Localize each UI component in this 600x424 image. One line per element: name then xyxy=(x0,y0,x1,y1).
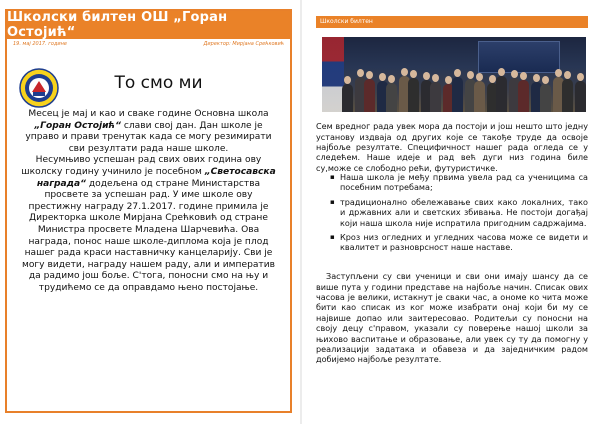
photo-person-head xyxy=(467,71,474,79)
photo-person-head xyxy=(344,76,351,84)
group-photo xyxy=(322,37,586,112)
features-list xyxy=(330,172,588,257)
editor-line: Директор: Мирјана Срећковић xyxy=(203,41,284,47)
photo-person-head xyxy=(388,75,395,83)
photo-person xyxy=(430,82,441,112)
photo-person-head xyxy=(410,70,417,78)
intro-paragraph: Сем вредног рада увек мора да постоји и још нешто што једну установу издваја од других које се такође труде да освоје најбоље резултате. Специфичност нашег рада огледа се у следећем. Наше идеје и рад већ дуги низ година биле су,може се слободно рећи, футуристичке. xyxy=(316,121,588,173)
photo-person xyxy=(386,83,397,112)
photo-person-head xyxy=(542,76,549,84)
section-label: Школски билтен xyxy=(316,16,588,28)
photo-person xyxy=(518,80,529,112)
article-text: додељена од стране Министарства просвете за успешан рад. У име школе ову престижну награду 27.1.2017. године примила је Директорка школе Мирјана Срећковић од стране Министра просвете Младена Шарчевића. Ова награда, понос наше школе-дипломa која је плод нашег рада краси наставничку канцеларију. Сви је могу видети, награду нашем раду, али и императив да радимо још боље. С'тога, поносни смо на њу и трудићемо се да оправдамо њено постојање. xyxy=(21,178,275,293)
list-item-text: Кроз низ огледних и угледних часова може се видети и квалитет и разноврсност наше наставе. xyxy=(340,232,588,253)
photo-person-head xyxy=(423,72,430,80)
newsletter-frame xyxy=(5,9,292,413)
square-bullet-icon: ▪ xyxy=(330,233,335,242)
square-bullet-icon: ▪ xyxy=(330,197,335,206)
square-bullet-icon: ▪ xyxy=(330,173,335,181)
photo-person-head xyxy=(498,68,505,76)
article-text: слави свој дан. Дан школе је управо и прави тренутак када се могу резимирати сви резултати рада наше школе. xyxy=(25,120,272,154)
photo-person-head xyxy=(357,69,364,77)
list-item-text: традиционално обележавање свих како локалних, тако и државних али и светских збивања. Не постоји догађај који наша школа није испратила пригодним садржајима. xyxy=(340,196,588,228)
photo-person-head xyxy=(454,69,461,77)
photo-person xyxy=(342,84,353,112)
school-name-emphasis: „Горан Остојић“ xyxy=(34,120,121,131)
list-item-text: Наша школа је међу првима увела рад са ученицима са посебним потребама; xyxy=(340,172,588,193)
flag-shape xyxy=(322,37,344,112)
photo-person-head xyxy=(445,76,452,84)
photo-person xyxy=(540,84,551,112)
article-paragraph-2 xyxy=(19,155,278,294)
right-page xyxy=(302,0,600,424)
photo-person-head xyxy=(533,74,540,82)
backdrop-banner xyxy=(478,41,560,73)
photo-person xyxy=(575,81,586,112)
photo-person xyxy=(408,78,419,112)
list-item xyxy=(330,197,588,228)
photo-person xyxy=(364,79,375,112)
photo-person-head xyxy=(564,71,571,79)
article-text: Несумњиво успешан рад свих ових година ову школску годину учинило је посебном xyxy=(21,155,262,177)
photo-person-head xyxy=(401,68,408,76)
issue-date: 19. мај 2017. године xyxy=(13,41,67,47)
meta-row xyxy=(7,39,290,51)
list-item xyxy=(330,172,588,193)
conclusion-paragraph: Заступљени су сви ученици и сви они имају шансу да се више пута у години представе на најбоље начин. Списак ових часова је велики, истакнут је сваки час, а ономе ко чита може бити као списак из ког може изабрати онај који би му се највише допао или заитересовао. Родитељи су поносни на своју децу с'правом, указали су поверење нашој школи за њихово васпитање и образовање, али увек су ту да помогну у реализацији задатака и обавеза и да заједничким радом добијемо најбоље резултате. xyxy=(316,271,588,365)
photo-person-head xyxy=(379,73,386,81)
award-name-emphasis: „Светосавска награда“ xyxy=(36,166,276,189)
photo-person xyxy=(452,77,463,112)
school-emblem-icon xyxy=(19,68,59,108)
photo-person xyxy=(474,81,485,112)
photo-person-head xyxy=(366,71,373,79)
newsletter-title-bar xyxy=(7,11,290,39)
article-paragraph-1 xyxy=(19,109,278,155)
photo-person xyxy=(496,76,507,112)
photo-person-head xyxy=(476,73,483,81)
photo-person-head xyxy=(511,70,518,78)
photo-person-head xyxy=(520,72,527,80)
newsletter-title: Школски билтен ОШ „Горан Остојић“ xyxy=(7,10,228,40)
article-text: Месец је мај и као и сваке године Основна школа xyxy=(28,109,269,119)
photo-person-head xyxy=(555,69,562,77)
photo-person-head xyxy=(489,75,496,83)
photo-person-head xyxy=(432,74,439,82)
list-item xyxy=(330,232,588,253)
article-body xyxy=(19,109,278,295)
photo-person xyxy=(562,79,573,112)
article-heading: То смо ми xyxy=(114,73,203,93)
photo-person-head xyxy=(577,73,584,81)
